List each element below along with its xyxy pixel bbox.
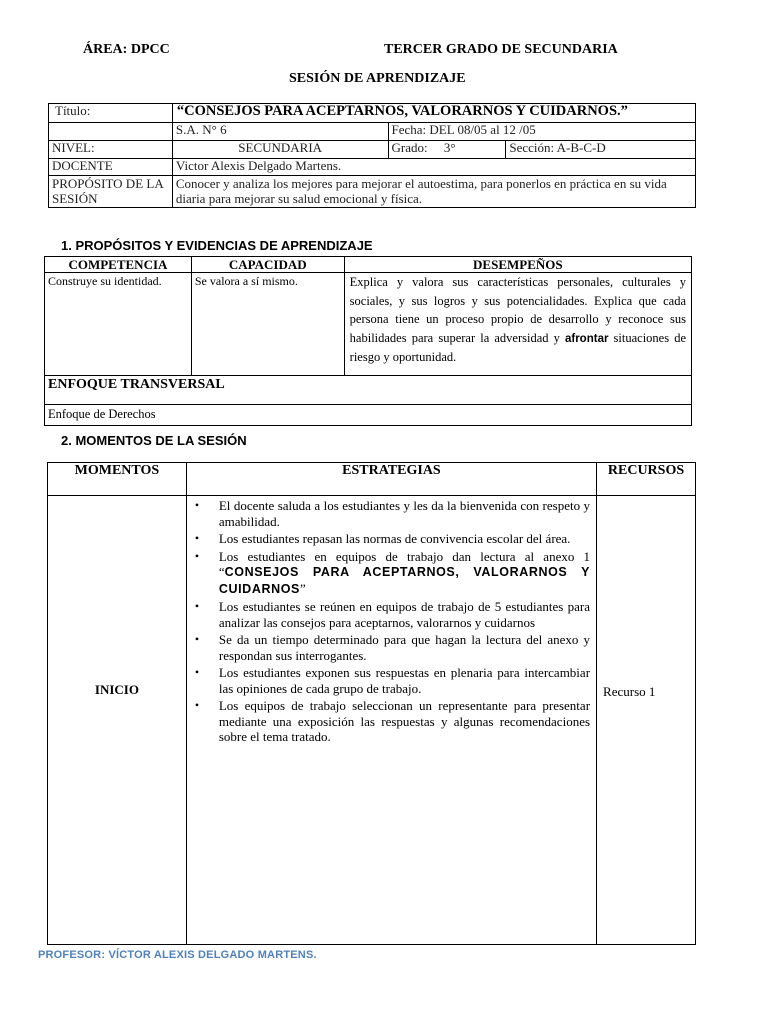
moments-table: [47, 462, 696, 945]
title-value: “CONSEJOS PARA ACEPTARNOS, VALORARNOS Y CUIDARNOS.”: [172, 104, 695, 123]
strategies-list: [191, 498, 590, 745]
competency-table: [44, 256, 692, 426]
bullet-icon: •: [194, 599, 200, 613]
desempeno-text: [344, 273, 691, 376]
strategy-item: [191, 531, 590, 547]
bullet-icon: •: [194, 698, 200, 712]
section-2-heading: 2. MOMENTOS DE LA SESIÓN: [61, 433, 247, 448]
col-competencia: COMPETENCIA: [45, 257, 192, 273]
bullet-icon: •: [194, 632, 200, 646]
col-momentos: MOMENTOS: [48, 463, 187, 496]
strategies-cell: [186, 496, 596, 945]
strategy-bold-title: CONSEJOS PARA ACEPTARNOS, VALORARNOS Y CUIDARNOS: [218, 565, 591, 596]
capacidad-value: Se valora a sí mismo.: [191, 273, 344, 376]
footer-teacher: PROFESOR: VÍCTOR ALEXIS DELGADO MARTENS.: [38, 949, 317, 961]
strategy-text: Se da un tiempo determinado para que hagan la lectura del anexo y respondan sus interrogantes.: [218, 632, 591, 663]
strategy-item: [191, 698, 590, 745]
title-label: Título:: [49, 104, 173, 123]
level-label: NIVEL:: [49, 141, 173, 159]
strategy-item: [191, 632, 590, 663]
strategy-text: Los estudiantes repasan las normas de convivencia escolar del área.: [218, 531, 571, 546]
strategy-text: ”: [299, 580, 306, 596]
session-info-table: [48, 103, 696, 208]
purpose-label: PROPÓSITO DE LA SESIÓN: [49, 176, 173, 208]
col-desempenos: DESEMPEÑOS: [344, 257, 691, 273]
empty-cell: [49, 123, 173, 141]
date-range: Fecha: DEL 08/05 al 12 /05: [388, 123, 696, 141]
area-label: ÁREA: DPCC: [83, 42, 170, 57]
sa-number: S.A. N° 6: [172, 123, 388, 141]
strategy-text: Los estudiantes exponen sus respuestas en plenaria para intercambiar las opiniones de cada grupo de trabajo.: [218, 665, 591, 696]
desempeno-text-start: Explica y valora sus características personales, culturales y sociales, y sus logros y sus potencialidades. Explica que cada persona tiene un proceso propio de desarrollo y reconoce sus habilidades para superar la adversidad y: [349, 275, 686, 345]
strategy-text: Los estudiantes en equipos de trabajo dan lectura al anexo 1 “: [218, 548, 591, 579]
strategy-item: [191, 549, 590, 598]
strategy-text: El docente saluda a los estudiantes y les da la bienvenida con respeto y amabilidad.: [218, 498, 591, 529]
enfoque-heading: ENFOQUE TRANSVERSAL: [45, 376, 692, 405]
enfoque-value: Enfoque de Derechos: [45, 405, 692, 426]
section-1-heading: 1. PROPÓSITOS Y EVIDENCIAS DE APRENDIZAJE: [61, 238, 373, 253]
col-estrategias: ESTRATEGIAS: [186, 463, 596, 496]
section-value: Sección: A-B-C-D: [506, 141, 696, 159]
bullet-icon: •: [194, 548, 200, 563]
bullet-icon: •: [194, 531, 200, 545]
level-value: SECUNDARIA: [172, 141, 388, 159]
session-title: SESIÓN DE APRENDIZAJE: [289, 71, 466, 86]
moment-inicio: INICIO: [48, 496, 187, 945]
strategy-text: Los equipos de trabajo seleccionan un representante para presentar mediante una exposición las respuestas y algunas recomendaciones sobre el tema tratado.: [218, 698, 591, 744]
purpose-text: Conocer y analiza los mejores para mejorar el autoestima, para ponerlos en práctica en su vida diaria para mejorar su salud emocional y física.: [172, 176, 695, 208]
strategy-text: Los estudiantes se reúnen en equipos de trabajo de 5 estudiantes para analizar las consejos para aceptarnos, valorarnos y cuidarnos: [218, 599, 591, 630]
bullet-icon: •: [194, 498, 200, 512]
resource-value: Recurso 1: [597, 496, 696, 945]
strategy-item: [191, 665, 590, 696]
grade-value: Grado: 3°: [388, 141, 506, 159]
competencia-value: Construye su identidad.: [45, 273, 192, 376]
desempeno-text-end: situaciones de riesgo y oportunidad.: [349, 330, 687, 364]
teacher-name: Victor Alexis Delgado Martens.: [172, 159, 695, 176]
desempeno-bold-word: afrontar: [564, 332, 609, 345]
strategy-item: [191, 498, 590, 529]
teacher-label: DOCENTE: [49, 159, 173, 176]
col-recursos: RECURSOS: [597, 463, 696, 496]
strategy-item: [191, 599, 590, 630]
col-capacidad: CAPACIDAD: [191, 257, 344, 273]
bullet-icon: •: [194, 665, 200, 679]
grade-label: TERCER GRADO DE SECUNDARIA: [384, 42, 618, 57]
